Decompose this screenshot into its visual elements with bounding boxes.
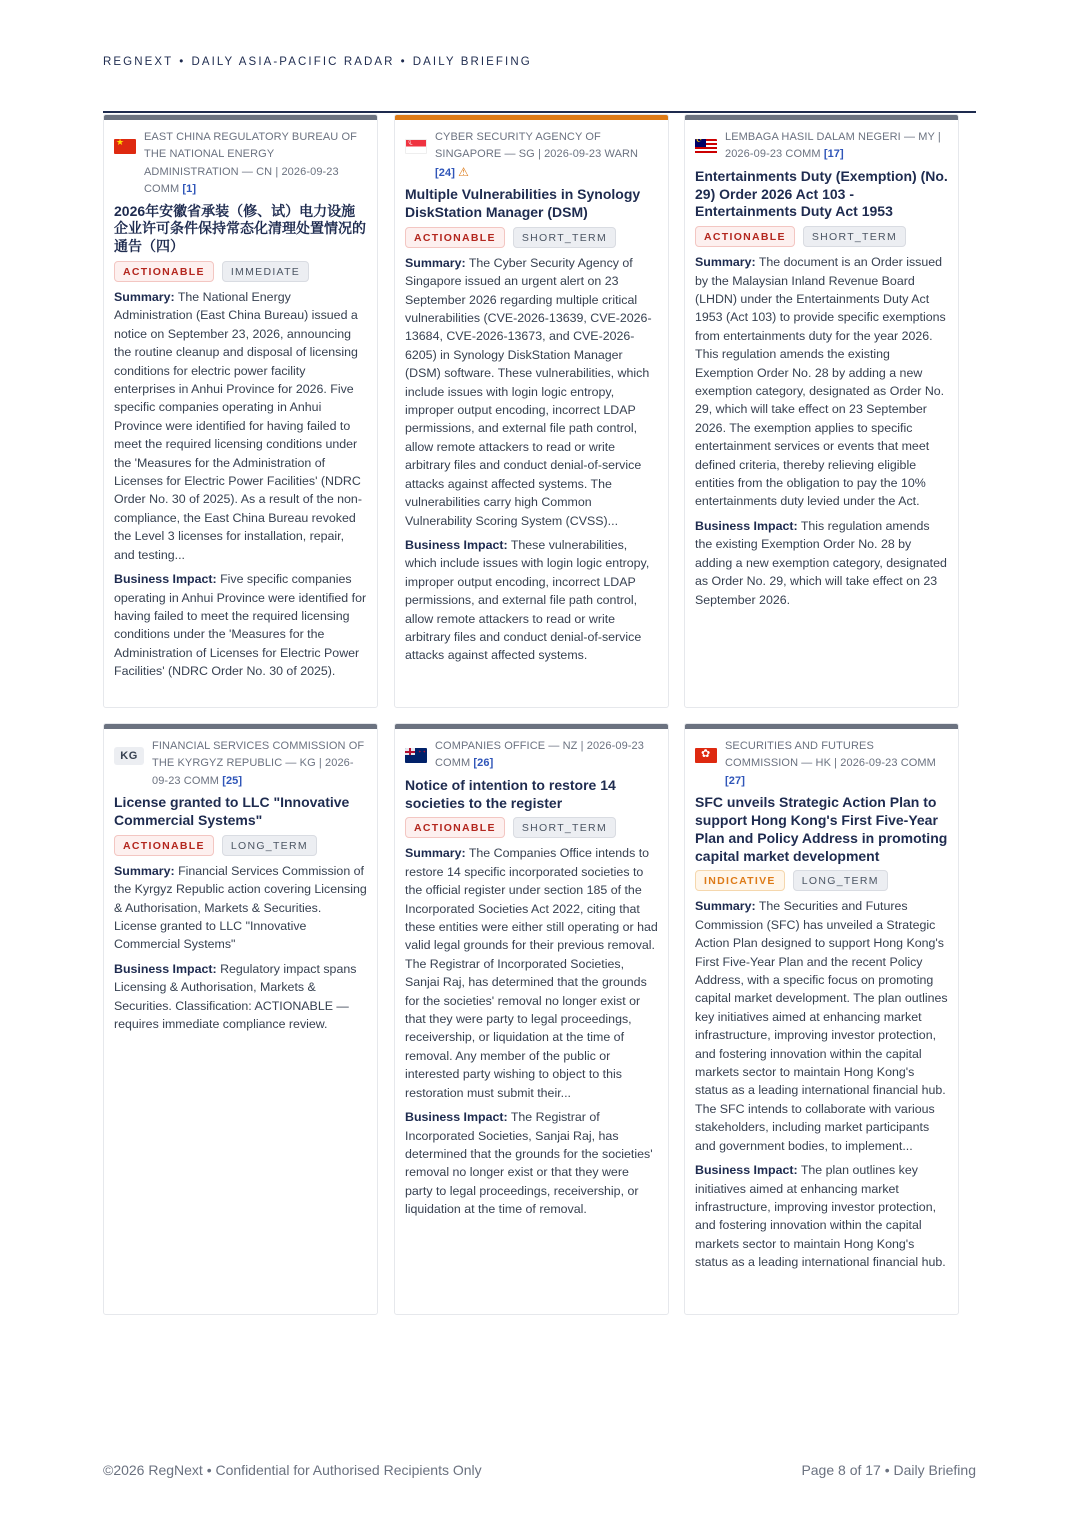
header-separator: •	[179, 56, 186, 68]
card-meta	[695, 738, 948, 790]
citation-ref[interactable]: [1]	[182, 183, 197, 196]
card-source-meta: EAST CHINA REGULATORY BUREAU OF THE NATIONAL ENERGY ADMINISTRATION — CN | 2026-09-23 COMM	[144, 131, 357, 196]
regulatory-card-nz[interactable]	[394, 723, 669, 1315]
card-accent-bar	[104, 115, 377, 120]
card-meta	[114, 129, 367, 199]
citation-ref[interactable]: [24]	[435, 166, 455, 179]
summary-text: Financial Services Commission of the Kyrgyz Republic action covering Licensing & Authorisation, Markets & Securities. License granted to LLC "Innovative Commercial Systems"	[114, 863, 367, 952]
card-tags	[405, 227, 658, 248]
summary-label: Summary:	[405, 255, 466, 270]
horizon-badge: SHORT_TERM	[803, 226, 906, 247]
summary-text: The National Energy Administration (East China Bureau) issued a notice on September 23, 2026, announcing the routine cleanup and disposal of licensing conditions for electric power facility enterprises in Anhui Province for 2026. Five specific companies operating in Anhui Province were identified for having failed to meet the required licensing conditions under the 'Measures for the Administration of Licenses for Electric Power Facilities' (NDRC Order No. 30 of 2025). As a result of the non-compliance, the East China Bureau revoked the Level 3 licenses for installation, repair, and testing...	[114, 290, 362, 562]
card-impact	[114, 570, 367, 680]
card-tags	[114, 261, 367, 282]
card-accent-bar	[685, 115, 958, 120]
impact-text: Regulatory impact spans Licensing & Authorisation, Markets & Securities. Classification: ACTIONABLE — requires immediate compliance review.	[114, 961, 357, 1032]
status-badge: INDICATIVE	[695, 870, 785, 891]
impact-label: Business Impact:	[695, 1163, 798, 1178]
report-section: DAILY ASIA-PACIFIC RADAR	[191, 56, 395, 68]
card-title[interactable]: 2026年安徽省承装（修、试）电力设施企业许可条件保持常态化清理处置情况的通告（四）	[114, 202, 366, 255]
summary-label: Summary:	[114, 863, 175, 878]
card-summary	[405, 844, 658, 1102]
card-source-meta: SECURITIES AND FUTURES COMMISSION — HK | 2026-09-23 COMM	[725, 740, 936, 770]
card-summary	[405, 254, 658, 530]
warning-icon: ⚠	[458, 164, 469, 179]
card-title[interactable]: Notice of intention to restore 14 societies to the register	[405, 776, 616, 811]
summary-label: Summary:	[695, 899, 756, 914]
card-meta	[405, 129, 658, 182]
card-impact	[405, 1108, 658, 1218]
horizon-badge: IMMEDIATE	[222, 261, 309, 282]
brand-name: REGNEXT	[103, 56, 174, 68]
horizon-badge: SHORT_TERM	[513, 227, 616, 248]
card-summary	[695, 897, 948, 1155]
card-impact	[114, 960, 367, 1034]
status-badge: ACTIONABLE	[695, 226, 795, 247]
footer-copyright: ©2026 RegNext • Confidential for Authorised Recipients Only	[103, 1462, 482, 1478]
country-code-badge: KG	[114, 747, 144, 765]
status-badge: ACTIONABLE	[114, 261, 214, 282]
card-title[interactable]: SFC unveils Strategic Action Plan to support Hong Kong's First Five-Year Plan and Policy Address in promoting capital market development	[695, 794, 948, 864]
singapore-flag-icon	[405, 139, 427, 154]
card-source-meta: COMPANIES OFFICE — NZ | 2026-09-23 COMM	[435, 740, 644, 770]
card-summary	[114, 288, 367, 564]
regulatory-card-hk[interactable]	[684, 723, 959, 1315]
card-accent-bar	[395, 115, 668, 120]
horizon-badge: LONG_TERM	[793, 870, 888, 891]
new-zealand-flag-icon	[405, 748, 427, 763]
status-badge: ACTIONABLE	[405, 227, 505, 248]
card-title[interactable]: Multiple Vulnerabilities in Synology DiskStation Manager (DSM)	[405, 186, 641, 221]
regulatory-card-kg[interactable]	[103, 723, 378, 1315]
citation-ref[interactable]: [27]	[725, 774, 745, 787]
impact-label: Business Impact:	[114, 572, 217, 587]
card-meta	[405, 738, 658, 773]
card-tags	[114, 835, 367, 856]
card-impact	[695, 1161, 948, 1271]
china-flag-icon	[114, 139, 136, 154]
card-accent-bar	[685, 724, 958, 729]
card-tags	[695, 870, 948, 891]
citation-ref[interactable]: [25]	[222, 774, 243, 787]
status-badge: ACTIONABLE	[114, 835, 214, 856]
card-tags	[695, 226, 948, 247]
regulatory-card-sg[interactable]	[394, 114, 669, 708]
impact-label: Business Impact:	[405, 537, 508, 552]
impact-text: Five specific companies operating in Anhui Province were identified for having failed to meet the required licensing conditions under the 'Measures for the Administration of Licenses for Electric Power Facilities' (NDRC Order No. 30 of 2025).	[114, 572, 367, 679]
card-impact	[405, 536, 658, 665]
card-source-meta: CYBER SECURITY AGENCY OF SINGAPORE — SG | 2026-09-23 WARN	[435, 131, 639, 161]
impact-text: This regulation amends the existing Exemption Order No. 28 by adding a new exemption category, designated as Order No. 29, which will take effect on 23 September 2026.	[695, 518, 947, 607]
card-title[interactable]: License granted to LLC "Innovative Commercial Systems"	[114, 794, 350, 829]
citation-ref[interactable]: [26]	[473, 757, 494, 770]
summary-label: Summary:	[405, 846, 466, 861]
horizon-badge: SHORT_TERM	[513, 817, 616, 838]
card-accent-bar	[104, 724, 377, 729]
card-source-meta: FINANCIAL SERVICES COMMISSION OF THE KYRGYZ REPUBLIC — KG | 2026-09-23 COMM	[152, 740, 365, 787]
header-rule	[103, 111, 976, 113]
summary-text: The document is an Order issued by the Malaysian Inland Revenue Board (LHDN) under the Entertainments Duty Act 1953 (Act 103) to provide specific exemptions from entertainments duty for the year 2026. This regulation amends the existing Exemption Order No. 28 by adding a new exemption category, designated as Order No. 29, which will take effect on 23 September 2026. The exemption applies to specific entertainment services or events that meet defined criteria, thereby relieving eligible entities from the obligation to pay the 10% entertainments duty levied under the Act.	[695, 255, 946, 509]
malaysia-flag-icon	[695, 139, 717, 154]
card-source-meta: LEMBAGA HASIL DALAM NEGERI — MY | 2026-09-23 COMM	[725, 131, 941, 161]
footer-page-number: Page 8 of 17 • Daily Briefing	[801, 1462, 976, 1478]
regulatory-card-cn[interactable]	[103, 114, 378, 708]
impact-label: Business Impact:	[695, 518, 798, 533]
impact-text: The plan outlines key initiatives aimed at enhancing market infrastructure, improving investor protection, and fostering innovation within the capital markets sector to maintain Hong Kong's status as a leading international financial hub.	[695, 1163, 946, 1270]
header-separator: •	[400, 56, 407, 68]
hong-kong-flag-icon	[695, 748, 717, 763]
impact-label: Business Impact:	[405, 1110, 508, 1125]
impact-label: Business Impact:	[114, 961, 217, 976]
report-header	[103, 56, 532, 68]
impact-text: These vulnerabilities, which include issues with login logic entropy, improper output encoding, incorrect LDAP permissions, and external file path control, allow remote attackers to read or write arbitrary files and conduct denial-of-service attacks against affected systems.	[405, 537, 650, 663]
citation-ref[interactable]: [17]	[823, 148, 844, 161]
card-accent-bar	[395, 724, 668, 729]
summary-text: The Cyber Security Agency of Singapore issued an urgent alert on 23 September 2026 regarding multiple critical vulnerabilities (CVE-2026-13639, CVE-2026-13684, CVE-2026-13673, and CVE-2026-6205) in Synology DiskStation Manager (DSM) software. These vulnerabilities, which include issues with login logic entropy, improper output encoding, incorrect LDAP permissions, and external file path control, allow remote attackers to read or write arbitrary files and conduct denial-of-service attacks against affected systems. The vulnerabilities carry high Common Vulnerability Scoring System (CVSS)...	[405, 255, 652, 528]
card-summary	[114, 862, 367, 954]
horizon-badge: LONG_TERM	[222, 835, 317, 856]
card-impact	[695, 517, 948, 609]
regulatory-card-my[interactable]	[684, 114, 959, 708]
card-meta	[114, 738, 367, 790]
card-tags	[405, 817, 658, 838]
summary-label: Summary:	[114, 290, 175, 305]
summary-text: The Companies Office intends to restore 14 specific incorporated societies to the official register under section 185 of the Incorporated Societies Act 2022, citing that these entities were either still operating or had valid legal grounds for their previous removal. The Registrar of Incorporated Societies, Sanjai Raj, has determined that the grounds for the societies' removal no longer exist or that they were party to legal proceedings, receivership, or liquidation at the time of removal. Any member of the public or interested party wishing to object to this restoration must submit their...	[405, 846, 658, 1100]
card-meta	[695, 129, 948, 164]
impact-text: The Registrar of Incorporated Societies, Sanjai Raj, has determined that the grounds for the societies' removal no longer exist or that they were party to legal proceedings, receivership, or liquidation at the time of removal.	[405, 1110, 653, 1217]
card-summary	[695, 253, 948, 511]
status-badge: ACTIONABLE	[405, 817, 505, 838]
report-kind: DAILY BRIEFING	[412, 56, 532, 68]
summary-text: The Securities and Futures Commission (SFC) has unveiled a Strategic Action Plan designed to support Hong Kong's First Five-Year Plan and the recent Policy Address, with a specific focus on promoting capital market development. The plan outlines key initiatives aimed at enhancing market infrastructure, improving investor protection, and fostering innovation within the capital markets sector to maintain Hong Kong's status as a leading international financial hub. The SFC intends to collaborate with various stakeholders, including market participants and government bodies, to implement...	[695, 899, 948, 1153]
card-title[interactable]: Entertainments Duty (Exemption) (No. 29) Order 2026 Act 103 - Entertainments Duty Act 1953	[695, 167, 948, 220]
summary-label: Summary:	[695, 255, 756, 270]
